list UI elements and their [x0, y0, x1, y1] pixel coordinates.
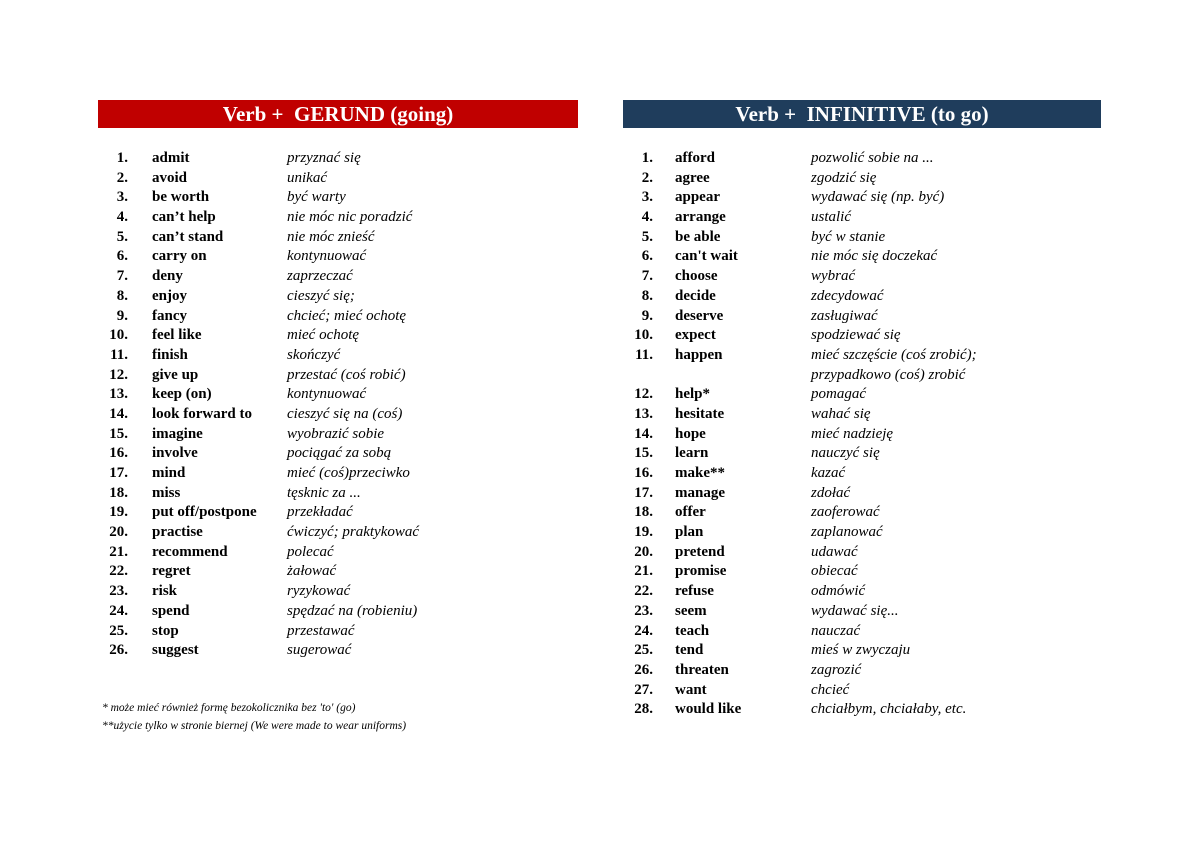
item-verb: finish — [152, 346, 188, 363]
item-number: 1. — [641, 150, 653, 166]
item-number: 18. — [634, 504, 653, 521]
item-translation: udawać — [811, 543, 858, 560]
list-item — [98, 326, 578, 346]
item-translation: pomagać — [811, 386, 866, 403]
item-translation: zdecydować — [811, 287, 884, 304]
item-translation: kazać — [811, 465, 846, 481]
footnotes — [102, 699, 406, 735]
item-verb: practise — [152, 524, 203, 541]
item-verb: threaten — [675, 661, 729, 678]
item-translation: obiecać — [811, 563, 858, 580]
item-translation: wyobrazić sobie — [287, 425, 385, 442]
item-verb: can’t help — [152, 209, 216, 226]
item-verb: admit — [152, 150, 190, 166]
item-number: 5. — [641, 228, 653, 245]
item-verb: deserve — [675, 307, 724, 324]
item-number: 1. — [116, 150, 128, 166]
item-translation: nauczać — [811, 622, 861, 639]
item-translation: mieć (coś)przeciwko — [287, 465, 410, 481]
item-translation: pozwolić sobie na ... — [811, 150, 934, 166]
list-item — [98, 346, 578, 366]
list-item — [623, 247, 1101, 267]
list-item — [623, 188, 1101, 208]
item-translation: nie móc się doczekać — [811, 248, 938, 265]
item-verb: mind — [152, 465, 186, 481]
gerund-list — [98, 149, 578, 661]
item-verb: manage — [675, 484, 725, 501]
list-item — [623, 228, 1101, 248]
list-item — [98, 169, 578, 189]
item-verb: enjoy — [152, 287, 187, 304]
item-verb: hesitate — [675, 405, 725, 422]
item-translation: wydawać się (np. być) — [811, 189, 945, 206]
list-item — [623, 543, 1101, 563]
item-number: 11. — [110, 346, 128, 363]
item-verb: offer — [675, 504, 706, 521]
list-item — [98, 149, 578, 169]
item-verb: would like — [675, 701, 742, 718]
item-number: 25. — [109, 622, 128, 639]
list-item — [623, 562, 1101, 582]
list-item — [98, 444, 578, 464]
item-number: 27. — [634, 681, 653, 698]
item-number: 2. — [116, 169, 128, 186]
list-item — [623, 681, 1101, 701]
item-verb: afford — [675, 150, 715, 166]
list-item — [98, 503, 578, 523]
item-number: 8. — [116, 287, 128, 304]
item-translation: polecać — [287, 543, 334, 560]
infinitive-column — [623, 100, 1101, 720]
item-translation: unikać — [287, 169, 327, 186]
item-number: 13. — [634, 405, 653, 422]
item-translation: wahać się — [811, 405, 871, 422]
list-item — [623, 346, 1101, 366]
list-item — [98, 484, 578, 504]
item-translation: żałować — [287, 563, 337, 580]
gerund-title: Verb + GERUND (going) — [98, 100, 578, 128]
item-translation: ryzykować — [287, 583, 351, 600]
item-verb: imagine — [152, 425, 203, 442]
item-translation: zasługiwać — [811, 307, 878, 324]
item-number: 4. — [116, 209, 128, 226]
item-number: 25. — [634, 642, 653, 659]
item-verb: appear — [675, 189, 720, 206]
infinitive-list — [623, 149, 1101, 720]
infinitive-title: Verb + INFINITIVE (to go) — [623, 100, 1101, 128]
list-item — [98, 622, 578, 642]
list-item — [623, 208, 1101, 228]
item-number: 3. — [116, 189, 128, 206]
item-verb: regret — [152, 563, 191, 580]
list-item — [98, 543, 578, 563]
item-number: 17. — [109, 465, 128, 481]
item-verb: can’t stand — [152, 228, 224, 245]
item-verb: want — [675, 681, 707, 698]
item-translation: chcieć; mieć ochotę — [287, 307, 407, 324]
list-item — [623, 366, 1101, 386]
list-item — [623, 287, 1101, 307]
list-item — [623, 641, 1101, 661]
item-verb: plan — [675, 524, 704, 541]
item-verb: be worth — [152, 189, 210, 206]
item-translation: zaprzeczać — [287, 268, 353, 285]
item-translation: zaoferować — [811, 504, 880, 521]
item-number: 7. — [641, 268, 653, 285]
item-verb: fancy — [152, 307, 187, 324]
item-verb: agree — [675, 169, 710, 186]
list-item — [98, 405, 578, 425]
item-number: 6. — [116, 248, 128, 265]
item-number: 19. — [109, 504, 128, 521]
item-number: 22. — [109, 563, 128, 580]
item-verb: hope — [675, 425, 706, 442]
item-verb: expect — [675, 327, 716, 344]
item-translation: ćwiczyć; praktykować — [287, 524, 420, 541]
item-number: 2. — [641, 169, 653, 186]
item-verb: promise — [675, 563, 727, 580]
item-verb: decide — [675, 287, 716, 304]
item-number: 21. — [634, 563, 653, 580]
item-translation: skończyć — [287, 346, 341, 363]
list-item — [623, 602, 1101, 622]
item-verb: pretend — [675, 543, 725, 560]
item-number: 10. — [634, 327, 653, 344]
list-item — [98, 188, 578, 208]
list-item — [98, 425, 578, 445]
list-item — [623, 425, 1101, 445]
item-translation: mieć ochotę — [287, 327, 360, 344]
item-verb: keep (on) — [152, 386, 212, 403]
item-translation: chcieć — [811, 681, 850, 698]
item-verb: tend — [675, 642, 704, 659]
item-number: 18. — [109, 484, 128, 501]
item-number: 17. — [634, 484, 653, 501]
list-item — [623, 307, 1101, 327]
item-verb: seem — [675, 602, 707, 619]
item-number: 8. — [641, 287, 653, 304]
list-item — [623, 267, 1101, 287]
item-translation: być warty — [287, 189, 346, 206]
list-item — [98, 307, 578, 327]
item-verb: look forward to — [152, 405, 252, 422]
item-translation: przypadkowo (coś) zrobić — [811, 366, 966, 383]
item-number: 14. — [109, 405, 128, 422]
list-item — [623, 405, 1101, 425]
item-number: 15. — [634, 445, 653, 462]
gerund-column — [98, 100, 578, 661]
list-item — [623, 385, 1101, 405]
list-item — [98, 385, 578, 405]
item-translation: cieszyć się na (coś) — [287, 405, 403, 422]
list-item — [98, 464, 578, 484]
item-verb: suggest — [152, 642, 199, 659]
item-translation: wybrać — [811, 268, 856, 285]
item-translation: przestawać — [287, 622, 355, 639]
item-number: 3. — [641, 189, 653, 206]
item-verb: refuse — [675, 583, 714, 600]
item-verb: put off/postpone — [152, 504, 257, 521]
item-number: 20. — [634, 543, 653, 560]
list-item — [623, 169, 1101, 189]
item-number: 21. — [109, 543, 128, 560]
footnote-help: * może mieć również formę bezokolicznika bez 'to' (go) — [102, 702, 356, 714]
list-item — [623, 661, 1101, 681]
item-verb: spend — [152, 602, 190, 619]
list-item — [623, 503, 1101, 523]
list-item — [98, 641, 578, 661]
list-item — [623, 149, 1101, 169]
list-item — [623, 622, 1101, 642]
list-item — [623, 582, 1101, 602]
item-translation: przyznać się — [287, 150, 361, 166]
item-translation: ustalić — [811, 209, 851, 226]
item-number: 10. — [109, 327, 128, 344]
item-number: 26. — [109, 642, 128, 659]
item-verb: choose — [675, 268, 718, 285]
item-number: 15. — [109, 425, 128, 442]
item-translation: zaplanować — [811, 524, 883, 541]
item-translation: nie móc nic poradzić — [287, 209, 413, 226]
list-item — [623, 444, 1101, 464]
list-item — [623, 484, 1101, 504]
list-item — [98, 228, 578, 248]
item-number: 24. — [109, 602, 128, 619]
item-number: 12. — [634, 386, 653, 403]
item-verb: recommend — [152, 543, 228, 560]
item-number: 5. — [116, 228, 128, 245]
item-translation: zdołać — [811, 484, 851, 501]
item-number: 22. — [634, 583, 653, 600]
item-number: 9. — [641, 307, 653, 324]
item-translation: zagrozić — [811, 661, 862, 678]
item-translation: odmówić — [811, 583, 866, 600]
item-translation: być w stanie — [811, 228, 886, 245]
item-translation: wydawać się... — [811, 602, 899, 619]
item-verb: learn — [675, 445, 709, 462]
list-item — [98, 602, 578, 622]
item-number: 11. — [635, 346, 653, 363]
item-translation: mieś w zwyczaju — [811, 642, 911, 659]
item-translation: zgodzić się — [811, 169, 877, 186]
item-translation: spodziewać się — [811, 327, 901, 344]
item-verb: can't wait — [675, 248, 738, 265]
list-item — [98, 562, 578, 582]
item-translation: nie móc znieść — [287, 228, 375, 245]
item-verb: involve — [152, 445, 198, 462]
item-number: 20. — [109, 524, 128, 541]
list-item — [98, 366, 578, 386]
item-translation: kontynuować — [287, 386, 367, 403]
item-number: 12. — [109, 366, 128, 383]
list-item — [623, 700, 1101, 720]
item-number: 23. — [109, 583, 128, 600]
item-number: 13. — [109, 386, 128, 403]
item-number: 26. — [634, 661, 653, 678]
item-verb: help* — [675, 386, 711, 403]
item-verb: give up — [152, 366, 199, 383]
item-number: 24. — [634, 622, 653, 639]
item-number: 23. — [634, 602, 653, 619]
item-verb: stop — [152, 622, 179, 639]
item-number: 7. — [116, 268, 128, 285]
item-translation: mieć szczęście (coś zrobić); — [811, 346, 977, 363]
item-verb: be able — [675, 228, 721, 245]
list-item — [623, 523, 1101, 543]
item-verb: make** — [675, 465, 725, 481]
item-number: 6. — [641, 248, 653, 265]
item-translation: cieszyć się; — [287, 287, 355, 304]
item-translation: przekładać — [287, 504, 353, 521]
item-number: 16. — [634, 465, 653, 481]
item-translation: przestać (coś robić) — [287, 366, 406, 383]
list-item — [98, 523, 578, 543]
item-translation: pociągać za sobą — [287, 445, 392, 462]
list-item — [98, 267, 578, 287]
item-number: 14. — [634, 425, 653, 442]
item-translation: nauczyć się — [811, 445, 880, 462]
item-number: 16. — [109, 445, 128, 462]
item-verb: feel like — [152, 327, 202, 344]
item-translation: sugerować — [287, 642, 352, 659]
item-verb: avoid — [152, 169, 188, 186]
list-item — [98, 287, 578, 307]
item-verb: miss — [152, 484, 181, 501]
list-item — [98, 582, 578, 602]
list-item — [98, 247, 578, 267]
item-verb: happen — [675, 346, 723, 363]
list-item — [623, 326, 1101, 346]
item-verb: risk — [152, 583, 178, 600]
item-verb: carry on — [152, 248, 207, 265]
item-number: 28. — [634, 701, 653, 718]
list-item — [98, 208, 578, 228]
item-number: 19. — [634, 524, 653, 541]
item-number: 9. — [116, 307, 128, 324]
item-translation: chciałbym, chciałaby, etc. — [811, 701, 967, 718]
item-translation: spędzać na (robieniu) — [287, 602, 418, 619]
item-translation: kontynuować — [287, 248, 367, 265]
item-verb: teach — [675, 622, 710, 639]
footnote-make: **użycie tylko w stronie biernej (We were made to wear uniforms) — [102, 720, 407, 732]
list-item — [623, 464, 1101, 484]
item-translation: tęsknic za ... — [287, 484, 361, 501]
item-verb: deny — [152, 268, 183, 285]
item-translation: mieć nadzieję — [811, 425, 894, 442]
item-number: 4. — [641, 209, 653, 226]
item-verb: arrange — [675, 209, 726, 226]
